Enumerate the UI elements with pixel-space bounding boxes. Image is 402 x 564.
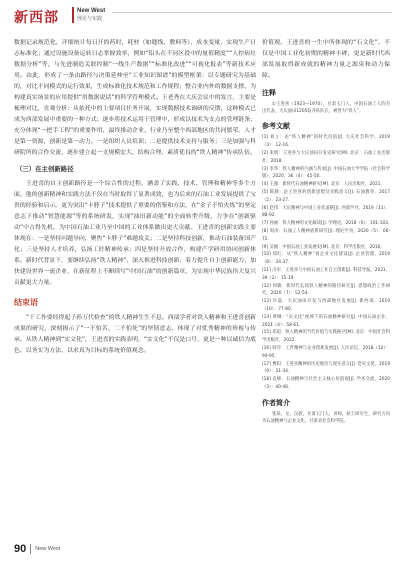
reference-item: [6] 赵伟：大庆精神与中国工业化道路[J]. 西部学刊，2019（11）：88-92. (262, 205, 390, 219)
author-heading: 作者简介 (262, 398, 290, 407)
left-column (14, 38, 256, 357)
header-divider (112, 12, 392, 13)
reference-item: [3] 李华：铁人精神的内涵与传承[J]. 中国石油大学学报（社会科学版），2020，36（4）：45-50. (262, 166, 390, 180)
journal-logo: 新西部 (14, 10, 59, 26)
body-paragraph: 王进喜的自主创新路径是一个综合性的过程，涵盖了实践、技术、管理和精神等多个方面。他的创新精神和实践方法不仅在当时取得了显著成效，也为后来的石油工业发展提供了宝贵的经验和启示。更为突出“卡脖子”技术提供了重要的借鉴和方法，在“金子不怕火炼”的坚定意志下推动“智慧能源”等的系统研发，实现“油田新动能”的全面转型升级，力争在“创新驱动”中占得先机，为中国石油工业乃至中国的工业体系做出更大贡献。王进喜的创新实践主要体现在：一是坚持问题导向，聚焦“卡脖子”难题攻关；二是坚持科技创新，推动石油装备国产化；三是坚持人才培养，弘扬工匠精神传承；四是坚持开放合作，构建产学研用协同创新体系。新时代背景下，要继续弘扬“铁人精神”，深入推进科技创新，着力提升自主创新能力，加快建设世界一流企业，在新征程上不断续写“中国石油”的创新篇章，为实现中华民族伟大复兴贡献更大力量。 (14, 181, 256, 286)
reference-item: [17] 曹阳：王进喜精神的历史地位与现实意义[J]. 党史文苑，2019（9）：31-34. (262, 361, 390, 375)
reference-item: [1] 刘立：论“铁人精神”的时代价值[J]. 大庆社会科学，2019（3）：12-16. (262, 135, 390, 149)
reference-item: [5] 陈静：论王进喜的创新思想及实践意义[J]. 石油教育，2017（2）：23-27. (262, 189, 390, 203)
reference-item: [12] 何敏：新时代弘扬铁人精神的路径研究[J]. 思想政治工作研究，2020（7）：52-54. (262, 283, 390, 297)
journal-brand (72, 7, 105, 23)
body-paragraph: “干工作要经得起子孙万代检查”的铁人精神生生不息。西部学者对铁人精神和王进喜创新成果的研究，深刻揭示了“一不怕苦、二不怕死”的坚韧意志，体现了对优秀精神的珍视与传承。从铁人精神到“实文化”，王进喜的实践表明，“实文化”不仅是口号，更是一种以诚信为底色、以务实为方法、以求真为目标的系统价值观念。 (14, 315, 256, 354)
reference-item: [4] 王强：新时代石油精神研究[M]. 北京：人民出版社，2021. (262, 182, 382, 188)
section-heading: （三）在主创新路径 (16, 165, 74, 173)
reference-item: [7] 孙丽：铁人精神的文化解读[J]. 学理论，2018（6）：101-103. (262, 221, 390, 227)
footer-divider (30, 544, 31, 554)
reference-item: [14] 黄琳：“实文化”视域下的石油精神研究[J]. 中国石油企业，2021（4）：58-61. (262, 314, 390, 328)
brand-subtitle: 理论与实践 (77, 16, 103, 22)
reference-item: [8] 周涛：石油工人精神谱系研究[J]. 理论学刊，2020（5）：66-72. (262, 228, 390, 242)
reference-item: [15] 邓超：铁人精神的当代价值与实践路径[M]. 北京：中国社会科学出版社，2022. (262, 330, 390, 344)
footnote: ①王进喜（1923—1970），甘肃玉门人，中国石油工人的杰出代表，大庆油田1205钻井队队长，被誉为“铁人”。 (262, 102, 390, 115)
reference-item: [9] 吴刚：中国石油工业发展史[M]. 北京：科学出版社，2016. (262, 244, 382, 250)
right-column (262, 38, 390, 425)
body-paragraph: 价值观。王进喜的一生中所体现的“石文化”，不仅是中国工业化初期的精神丰碑，更是新时代西部发展取得新成就的精神力量之源泉和动力保障。 (262, 40, 390, 79)
reference-item: [2] 张明：王进喜与大庆油田开发史研究[M]. 北京：石油工业出版社，2018. (262, 151, 390, 164)
references-heading: 参考文献 (262, 122, 290, 131)
reference-item: [18] 袁峰：石油精神与社会主义核心价值观[J]. 学术交流，2020（3）：40-46. (262, 377, 390, 390)
reference-list (262, 134, 390, 391)
page-footer (14, 543, 60, 555)
reference-item: [11] 冯军：王进喜与中国石油工业自主创新[J]. 科技导报，2021，39（2）：15-19. (262, 267, 390, 281)
author-bio: 张某，女，汉族，甘肃玉门人，讲师，硕士研究生，研究方向为石油精神与企业文化，甘肃省社会科学院。 (262, 411, 390, 424)
footer-journal-name: New West (35, 546, 61, 552)
conclusion-heading: 结束语 (14, 298, 38, 307)
page-number: 90 (14, 543, 27, 555)
reference-item: [13] 许磊：大庆油田开发与西部地区发展[J]. 新西部，2019（10）：77-80. (262, 299, 390, 312)
body-paragraph: 数据记录规范化，详细统计每日开的药时，耗材（如缝线、敷料等），成本变量，实现生产日志标准化；通过设施设备运转日志掌握效率，例如“铝头在不同区段中的量值精度”“人控病灶数据分析”等，与先进制造关联控制“一线生产数据”“标准化改进”“可视化报表”等新技术应用。由此，形成了一条由路径与决策延伸至“工业知识图谱”的模型框架：以专题研究为基础的，对比不同模式的运行效果，生成标准化技术规范和工作规程；整合业内外的数据支撑，为构建真实场景的应用提供“用数据说话”的科学管理模式。王老秀在大庆会议中的发言，主要是梳理对比，直观分析：从依托中的主要项目任务开展，实现数据技术调研的反馈，这种模式已成为西部发展中重要的一种方式；逐步将技术运用于管理中，形成以技术为支点的管理链条；充分体现“一把手工程”的重要作用，最终推动企业、行业乃至整个西部地区的共同繁荣。人才是第一资源，创新是第一动力。一是组织人员培训；二是提供技术支持与服务；三是加强与科研院所的合作交流，逐步建立起一支规模宏大、结构合理、素质优良的“铁人精神”传承队伍。 (14, 40, 256, 156)
reference-item: [10] 郑红：从“铁人精神”看企业文化建设[J]. 企业管理，2019（8）：34-37. (262, 252, 390, 266)
reference-item: [16] 韩雪：工匠精神与企业创新发展[J]. 人民论坛，2018（12）：94-95. (262, 345, 390, 359)
brand-english: New West (77, 8, 106, 14)
notes-heading: 注释 (262, 89, 276, 97)
page-header (0, 0, 402, 32)
